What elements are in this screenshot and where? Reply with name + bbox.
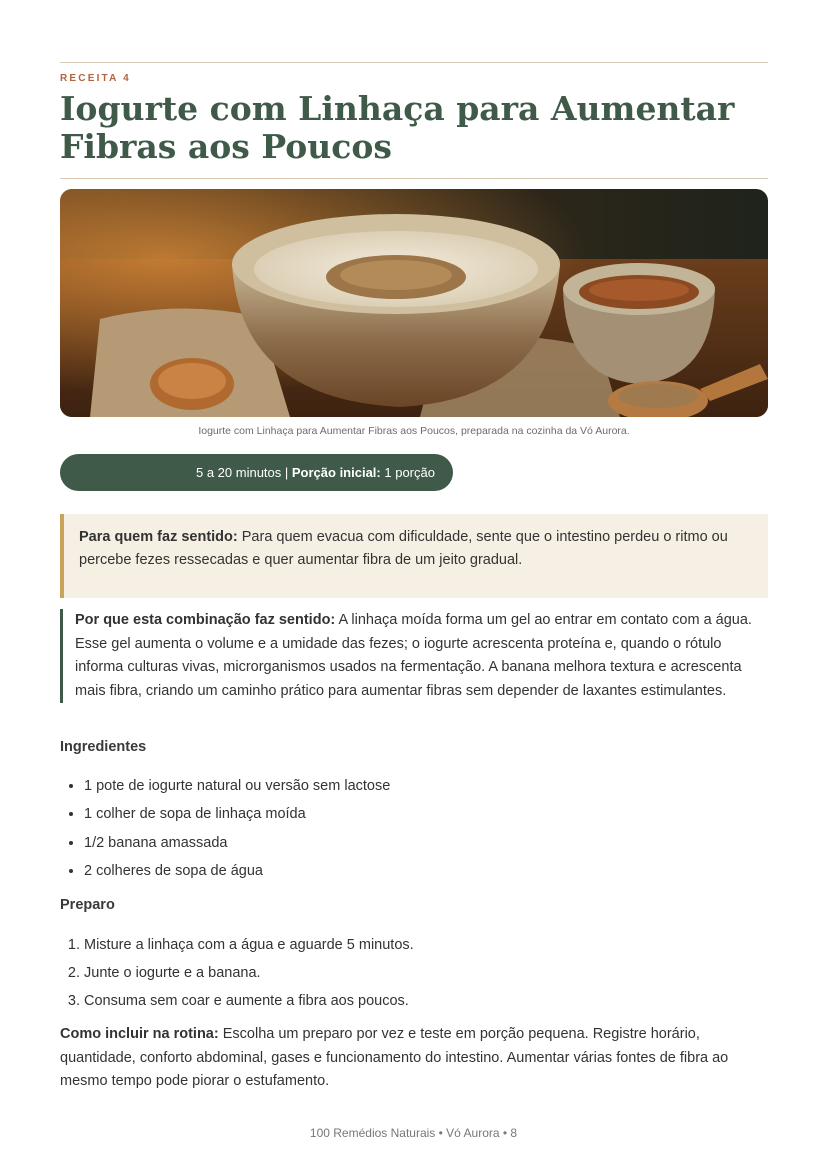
recipe-meta-badge bbox=[60, 454, 453, 491]
recipe-title: Iogurte com Linhaça para Aumentar Fibras aos Poucos bbox=[60, 89, 735, 166]
list-item: • 1 pote de iogurte natural ou versão sem lactose bbox=[84, 772, 390, 800]
rationale-label: Por que esta combinação faz sentido: bbox=[75, 612, 336, 628]
recipe-photo bbox=[60, 189, 768, 417]
portion-label: Porção inicial: bbox=[291, 465, 381, 480]
title-divider bbox=[60, 178, 768, 179]
list-item: • 2 colheres de sopa de água bbox=[84, 857, 390, 885]
recipe-number: RECEITA 4 bbox=[60, 73, 131, 84]
rationale-block bbox=[60, 609, 768, 703]
ingredients-heading: Ingredientes bbox=[60, 739, 147, 755]
routine-label: Como incluir na rotina: bbox=[60, 1026, 219, 1042]
callout-text: Para quem evacua com dificuldade, sente que o intestino perdeu o ritmo ou percebe fezes ressecadas e quer aumentar fibra de um jeito gradual. bbox=[79, 529, 728, 568]
routine-paragraph bbox=[60, 1023, 768, 1094]
list-item: • 1/2 banana amassada bbox=[84, 829, 390, 857]
page-footer: 100 Remédios Naturais • Vó Aurora • 8 bbox=[309, 1126, 518, 1140]
rationale-text: A linhaça moída forma um gel ao entrar em contato com a água. Esse gel aumenta o volume e a umidade das fezes; o iogurte acrescenta proteína e, quando o rótulo informa culturas vivas, microrganismos usados na fermentação. A banana melhora textura e acrescenta mais fibra, criando um caminho prático para aumentar fibras sem depender de laxantes estimulantes. bbox=[75, 612, 752, 699]
yogurt-bowl-illustration bbox=[60, 189, 768, 417]
step-item: 3. Consuma sem coar e aumente a fibra aos poucos. bbox=[84, 987, 414, 1015]
portion-value: 1 porção bbox=[380, 465, 435, 480]
step-item: 1. Misture a linhaça com a água e aguarde 5 minutos. bbox=[84, 931, 414, 959]
target-audience-callout bbox=[60, 514, 768, 598]
preparation-steps bbox=[60, 931, 414, 1015]
ingredients-list bbox=[60, 772, 390, 885]
list-item: • 1 colher de sopa de linhaça moída bbox=[84, 800, 390, 828]
prep-time: 5 a 20 minutos bbox=[196, 465, 282, 480]
photo-caption: Iogurte com Linhaça para Aumentar Fibras aos Poucos, preparada na cozinha da Vó Aurora. bbox=[198, 425, 630, 437]
preparation-heading: Preparo bbox=[60, 897, 115, 913]
routine-text: Escolha um preparo por vez e teste em porção pequena. Registre horário, quantidade, conforto abdominal, gases e funcionamento do intestino. Aumentar várias fontes de fibra ao mesmo tempo pode piorar o estufamento. bbox=[60, 1026, 729, 1089]
callout-label: Para quem faz sentido: bbox=[79, 529, 238, 545]
meta-separator: | bbox=[281, 465, 292, 480]
top-divider bbox=[60, 62, 768, 63]
step-item: 2. Junte o iogurte e a banana. bbox=[84, 959, 414, 987]
